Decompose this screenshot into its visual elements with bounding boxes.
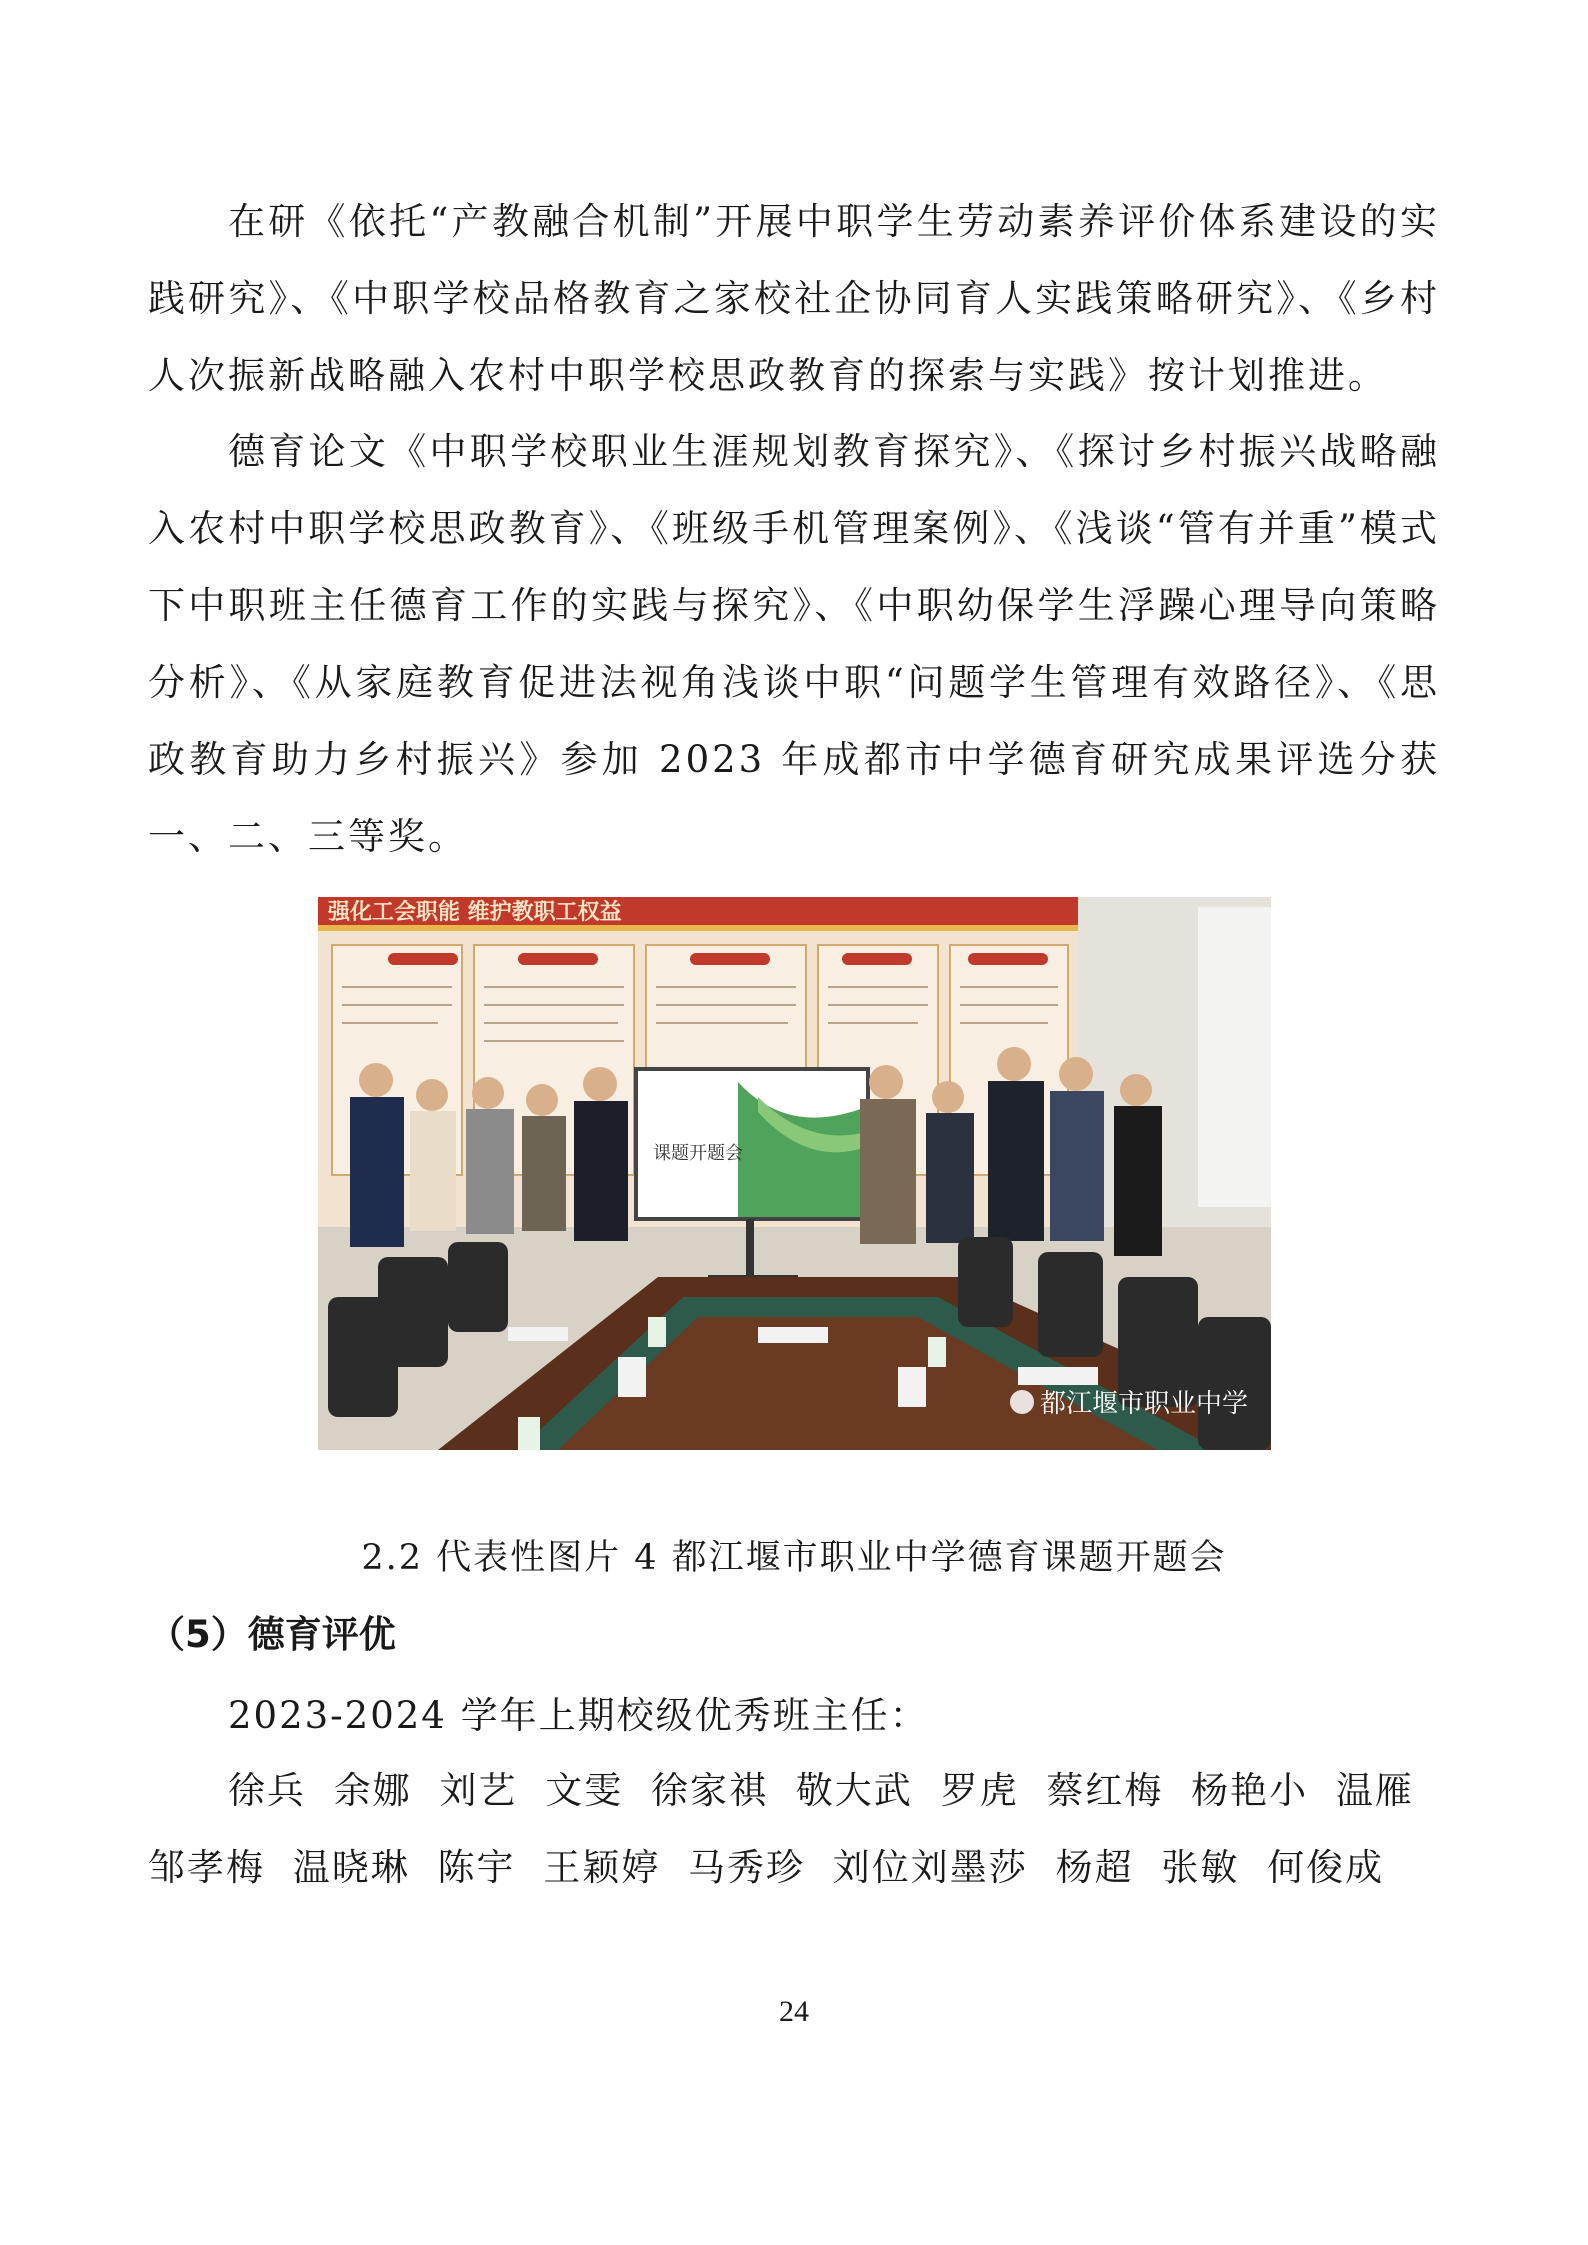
- banner-text: 强化工会职能 维护教职工权益: [328, 900, 622, 925]
- paragraph-research-projects: 在研《依托“产教融合机制”开展中职学生劳动素养评价体系建设的实践研究》、《中职学校品格教育之家校社企协同育人实践策略研究》、《乡村人次振新战略融入农村中职学校思政教育的探索与实践》按计划推进。: [148, 200, 1440, 397]
- award-title: 2023-2024 学年上期校级优秀班主任：: [228, 1694, 929, 1737]
- screen-title: 课题开题会: [653, 1143, 743, 1164]
- section-heading: （5）德育评优: [148, 1613, 396, 1656]
- meeting-photo: [318, 897, 1271, 1450]
- paragraph-moral-papers: 德育论文《中职学校职业生涯规划教育探究》、《探讨乡村振兴战略融入农村中职学校思政教育》、《班级手机管理案例》、《浅谈“管有并重”模式下中职班主任德育工作的实践与探究》、《中职幼保学生浮躁心理导向策略分析》、《从家庭教育促进法视角浅谈中职“问题学生管理有效路径》、《思政教育助力乡村振兴》参加 2023 年成都市中学德育研究成果评选分获一、二、三等奖。: [148, 430, 1440, 858]
- photo-watermark: 都江堰市职业中学: [1040, 1389, 1249, 1419]
- figure-caption: 2.2 代表性图片 4 都江堰市职业中学德育课题开题会: [361, 1538, 1227, 1578]
- award-names: 徐兵 余娜 刘艺 文雯 徐家祺 敬大武 罗虎 蔡红梅 杨艳小 温雁 邹孝梅 温晓琳 陈宇 王颖婷 马秀珍 刘位刘墨莎 杨超 张敏 何俊成: [148, 1769, 1414, 1889]
- page-number: 24: [779, 1995, 809, 2028]
